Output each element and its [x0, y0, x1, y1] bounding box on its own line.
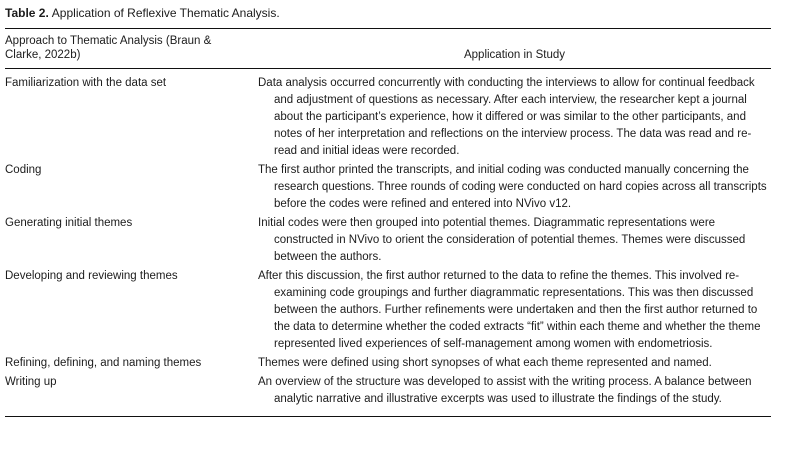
application-cell: The first author printed the transcripts, and initial coding was conducted manually concerning the research questions. Three rounds of coding were conducted on hard copies across all transcripts before the codes were refined and entered into NVivo v12.: [258, 164, 767, 210]
table-body: [5, 69, 771, 416]
approach-cell: Familiarization with the data set: [5, 77, 167, 89]
table-row: [5, 373, 771, 409]
table-caption-label: Table 2.: [5, 6, 49, 20]
table-row: [5, 74, 771, 161]
application-cell: Data analysis occurred concurrently with conducting the interviews to allow for continual feedback and adjustment of questions as necessary. After each interview, the researcher kept a journal about the participant’s experience, how it differed or was similar to the other participants, and notes of her interpretation and reflections on the interview process. The data was read and re-read and initial ideas were recorded.: [258, 77, 755, 157]
application-cell: Initial codes were then grouped into potential themes. Diagrammatic representations were constructed in NVivo to orient the consideration of potential themes. Themes were discussed between the authors.: [258, 217, 746, 263]
table: [5, 28, 771, 417]
table-caption: [5, 6, 771, 21]
approach-cell: Writing up: [5, 376, 57, 388]
column-header-application: Application in Study: [463, 49, 565, 61]
table-header-row: [5, 29, 771, 69]
application-cell: Themes were defined using short synopses of what each theme represented and named.: [258, 357, 712, 369]
table-row: [5, 267, 771, 354]
application-cell: An overview of the structure was developed to assist with the writing process. A balance between analytic narrative and illustrative excerpts was used to illustrate the findings of the study.: [258, 376, 752, 405]
application-cell: After this discussion, the first author returned to the data to refine the themes. This involved re-examining code groupings and further diagrammatic representations. This was then discussed between the authors. Further refinements were undertaken and then the first author returned to the data to determine whether the coded extracts “fit” within each theme and whether the theme represented lived experiences of self-management among women with endometriosis.: [258, 270, 761, 350]
approach-cell: Coding: [5, 164, 42, 176]
approach-cell: Generating initial themes: [5, 217, 133, 229]
approach-cell: Developing and reviewing themes: [5, 270, 178, 282]
table-row: [5, 161, 771, 214]
table-row: [5, 354, 771, 373]
column-header-approach: Approach to Thematic Analysis (Braun & Clarke, 2022b): [5, 35, 212, 61]
approach-cell: Refining, defining, and naming themes: [5, 357, 202, 369]
table-caption-text: Application of Reflexive Thematic Analysis.: [51, 6, 280, 20]
table-row: [5, 214, 771, 267]
